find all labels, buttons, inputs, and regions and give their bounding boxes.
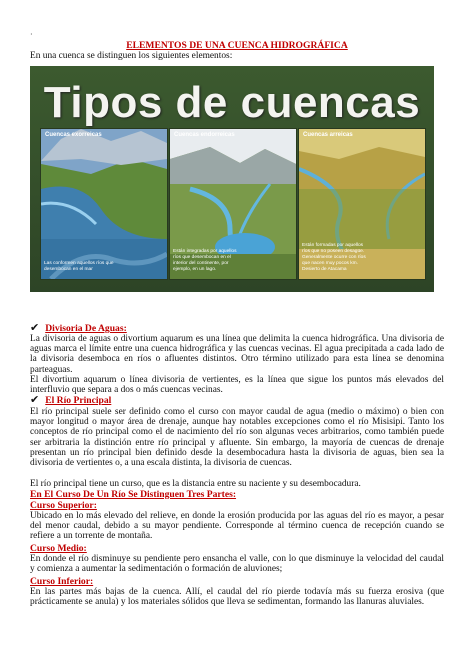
tres-partes-heading: En El Curso De Un Río Se Distinguen Tres Partes: — [30, 489, 237, 500]
curso-medio-text: En donde el río disminuye su pendiente pero ensancha el valle, con lo que disminuye la velocidad del caudal y comienza a aumentar la sedimentación o formación de aluviones; — [30, 554, 444, 575]
section-rio-heading: ✔ El Río Principal — [30, 393, 112, 406]
page-title: ELEMENTOS DE UNA CUENCA HIDROGRÁFICA — [126, 40, 348, 51]
curso-medio-heading: Curso Medio: — [30, 543, 87, 554]
panel-caption-arreicas: Están formadas por aquellos ríos que no poseen desagüe. Generalmente ocurre con ríos que nacen muy pocos km. Desierto de Atacama — [302, 243, 366, 272]
panel-exorreicas — [40, 128, 168, 280]
basin-types-figure — [30, 66, 434, 292]
figure-title: Tipos de cuencas — [43, 78, 421, 127]
panel-label-exorreicas: Cuencas exorreicas — [45, 132, 102, 138]
checkmark-icon: ✔ — [30, 393, 40, 406]
panel-caption-endorreicas: Están integradas por aquellos ríos que desembocan en el interior del continente, por ejemplo, en un lago. — [173, 249, 237, 272]
panel-endorreicas — [169, 128, 297, 280]
checkmark-icon: ✔ — [30, 321, 40, 334]
divisoria-paragraph: La divisoria de aguas o divortium aquarum es una línea que delimita la cuenca hidrográfica. Una divisoria de aguas marca el límite entre una cuenca hidrográfica y las cuencas vecinas. El agua precipitada a cada lado de la divisoria desemboca en ríos o afluentes distintos. Otro término utilizado para esta línea se denomina parteaguas. — [30, 334, 444, 375]
divisoria-paragraph-2: El divortium aquarum o línea divisoria de vertientes, es la línea que sigue los puntos más elevados del interfluvio que separa a dos o más cuencas vecinas. — [30, 375, 444, 396]
panel-arreicas — [298, 128, 426, 280]
panel-caption-exorreicas: Las conformen aquellos ríos que desembocan en el mar — [44, 261, 114, 272]
intro-text: En una cuenca se distinguen los siguientes elementos: — [30, 51, 233, 61]
rio-paragraph: El río principal suele ser definido como el curso con mayor caudal de agua (medio o máximo) o bien con mayor longitud o mayor área de drenaje, aunque hay notables excepciones como el río Misisipi. Tanto los conceptos de río principal como el de nacimiento del río son algunas veces arbitrarios, como también puede ser arbitraria la distinción entre río principal y afluente. Sin embargo, la mayoría de cuencas de drenaje presentan un río principal bien definido desde la desembocadura hasta la divisoria de aguas, bien sea la divisoria de vertientes o, a una escala distinta, la divisoria de cuencas. — [30, 407, 444, 469]
curso-inferior-text: En las partes más bajas de la cuenca. Allí, el caudal del río pierde todavía más su fuerza erosiva (que prácticamente se anula) y los materiales sólidos que lleva se sedimentan, formando las llanuras aluviales. — [30, 587, 444, 608]
rio-paragraph-2: El río principal tiene un curso, que es la distancia entre su naciente y su desembocadura. — [30, 479, 361, 489]
curso-inferior-heading: Curso Inferior: — [30, 576, 94, 587]
curso-superior-text: Ubicado en lo más elevado del relieve, en donde la erosión producida por las aguas del río es mayor, a pesar del menor caudal, debido a su mayor pendiente. Corresponde al término cuenca de recepción cuando se refiere a un torrente de montaña. — [30, 511, 444, 542]
exorreicas-illustration — [41, 129, 167, 279]
curso-superior-heading: Curso Superior: — [30, 500, 97, 511]
section-divisoria-heading: ✔ Divisoria De Aguas: — [30, 321, 127, 334]
panel-label-endorreicas: Cuencas endorreicas — [174, 132, 235, 138]
corner-mark: · — [30, 30, 33, 39]
panel-label-arreicas: Cuencas arreicas — [303, 132, 353, 138]
